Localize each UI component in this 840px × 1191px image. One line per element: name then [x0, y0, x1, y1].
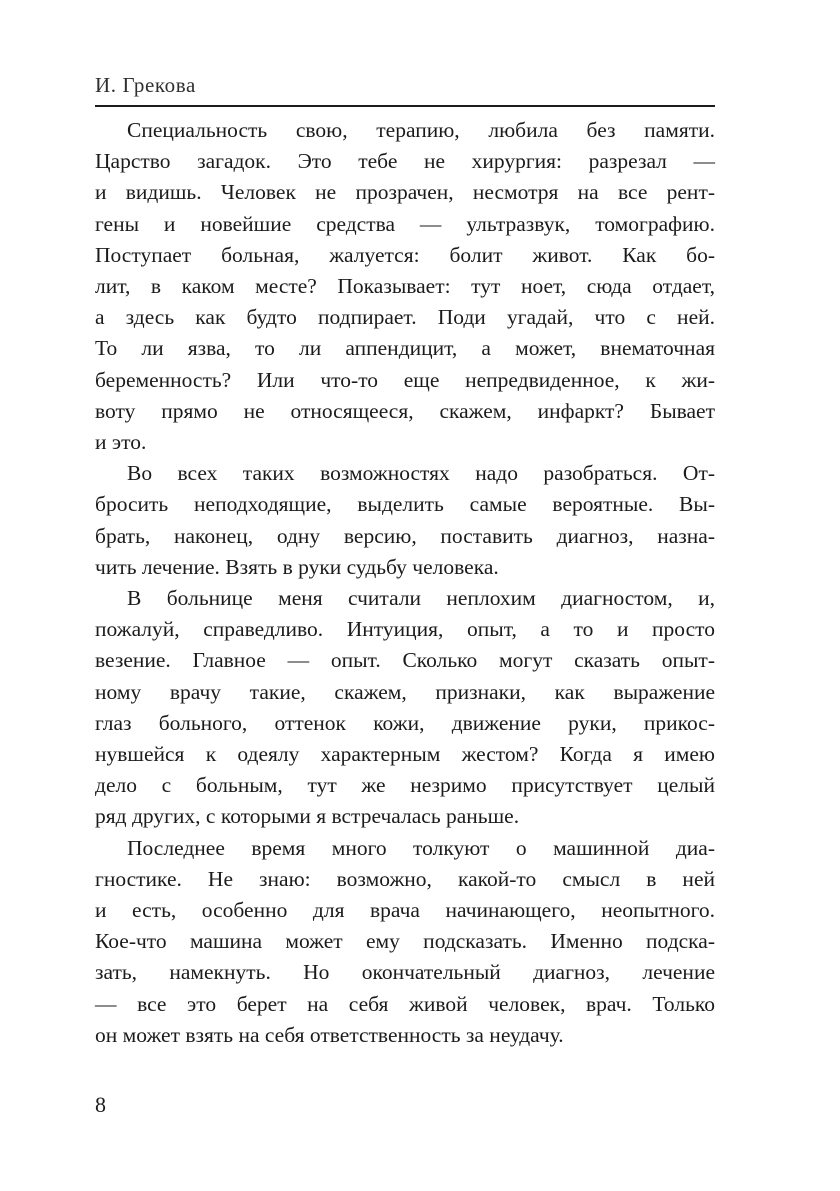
- text-line: лит, в каком месте? Показывает: тут ноет, сюда отдает,: [95, 274, 715, 299]
- paragraph: [95, 115, 715, 458]
- text-line: Кое-что машина может ему подсказать. Именно подска-: [95, 929, 715, 954]
- text-line: нувшейся к одеялу характерным жестом? Когда я имею: [95, 742, 715, 767]
- text-line: Специальность свою, терапию, любила без памяти.: [127, 118, 715, 142]
- running-head: [95, 74, 715, 107]
- text-line: а здесь как будто подпирает. Поди угадай, что с ней.: [95, 305, 715, 330]
- text-line: — все это берет на себя живой человек, врач. Только: [95, 991, 715, 1016]
- text-line: ряд других, с которыми я встречалась раньше.: [95, 804, 520, 829]
- body-text: [95, 115, 715, 1051]
- text-line: брать, наконец, одну версию, поставить диагноз, назна-: [95, 523, 715, 548]
- text-line: везение. Главное — опыт. Сколько могут сказать опыт-: [95, 648, 715, 673]
- text-line: Во всех таких возможностях надо разобраться. От-: [127, 461, 715, 486]
- text-line: пожалуй, справедливо. Интуиция, опыт, а то и просто: [95, 617, 715, 642]
- text-line: он может взять на себя ответственность за неудачу.: [95, 1022, 564, 1047]
- text-line: Царство загадок. Это тебе не хирургия: разрезал —: [95, 149, 715, 174]
- text-line: воту прямо не относящееся, скажем, инфаркт? Бывает: [95, 398, 715, 423]
- text-line: ному врачу такие, скажем, признаки, как выражение: [95, 679, 715, 704]
- paragraph: [95, 458, 715, 583]
- text-line: зать, намекнуть. Но окончательный диагноз, лечение: [95, 960, 715, 985]
- text-line: гностике. Не знаю: возможно, какой-то смысл в ней: [95, 866, 715, 891]
- text-line: глаз больного, оттенок кожи, движение руки, прикос-: [95, 710, 715, 735]
- text-line: В больнице меня считали неплохим диагностом, и,: [127, 586, 715, 611]
- text-line: чить лечение. Взять в руки судьбу человека.: [95, 554, 499, 579]
- text-line: бросить неподходящие, выделить самые вероятные. Вы-: [95, 492, 715, 517]
- running-head-author: И. Грекова: [95, 73, 196, 97]
- text-line: То ли язва, то ли аппендицит, а может, внематочная: [95, 336, 715, 361]
- paragraph: [95, 583, 715, 833]
- paragraph: [95, 833, 715, 1051]
- text-line: Последнее время много толкуют о машинной диа-: [127, 835, 715, 860]
- text-line: и есть, особенно для врача начинающего, неопытного.: [95, 898, 715, 923]
- page-content: [95, 74, 715, 1051]
- text-line: беременность? Или что-то еще непредвиденное, к жи-: [95, 367, 715, 392]
- text-line: и это.: [95, 430, 147, 455]
- text-line: и видишь. Человек не прозрачен, несмотря на все рент-: [95, 180, 715, 205]
- text-line: гены и новейшие средства — ультразвук, томографию.: [95, 211, 715, 236]
- page-number: 8: [95, 1092, 106, 1117]
- text-line: дело с больным, тут же незримо присутствует целый: [95, 773, 715, 798]
- text-line: Поступает больная, жалуется: болит живот. Как бо-: [95, 242, 715, 267]
